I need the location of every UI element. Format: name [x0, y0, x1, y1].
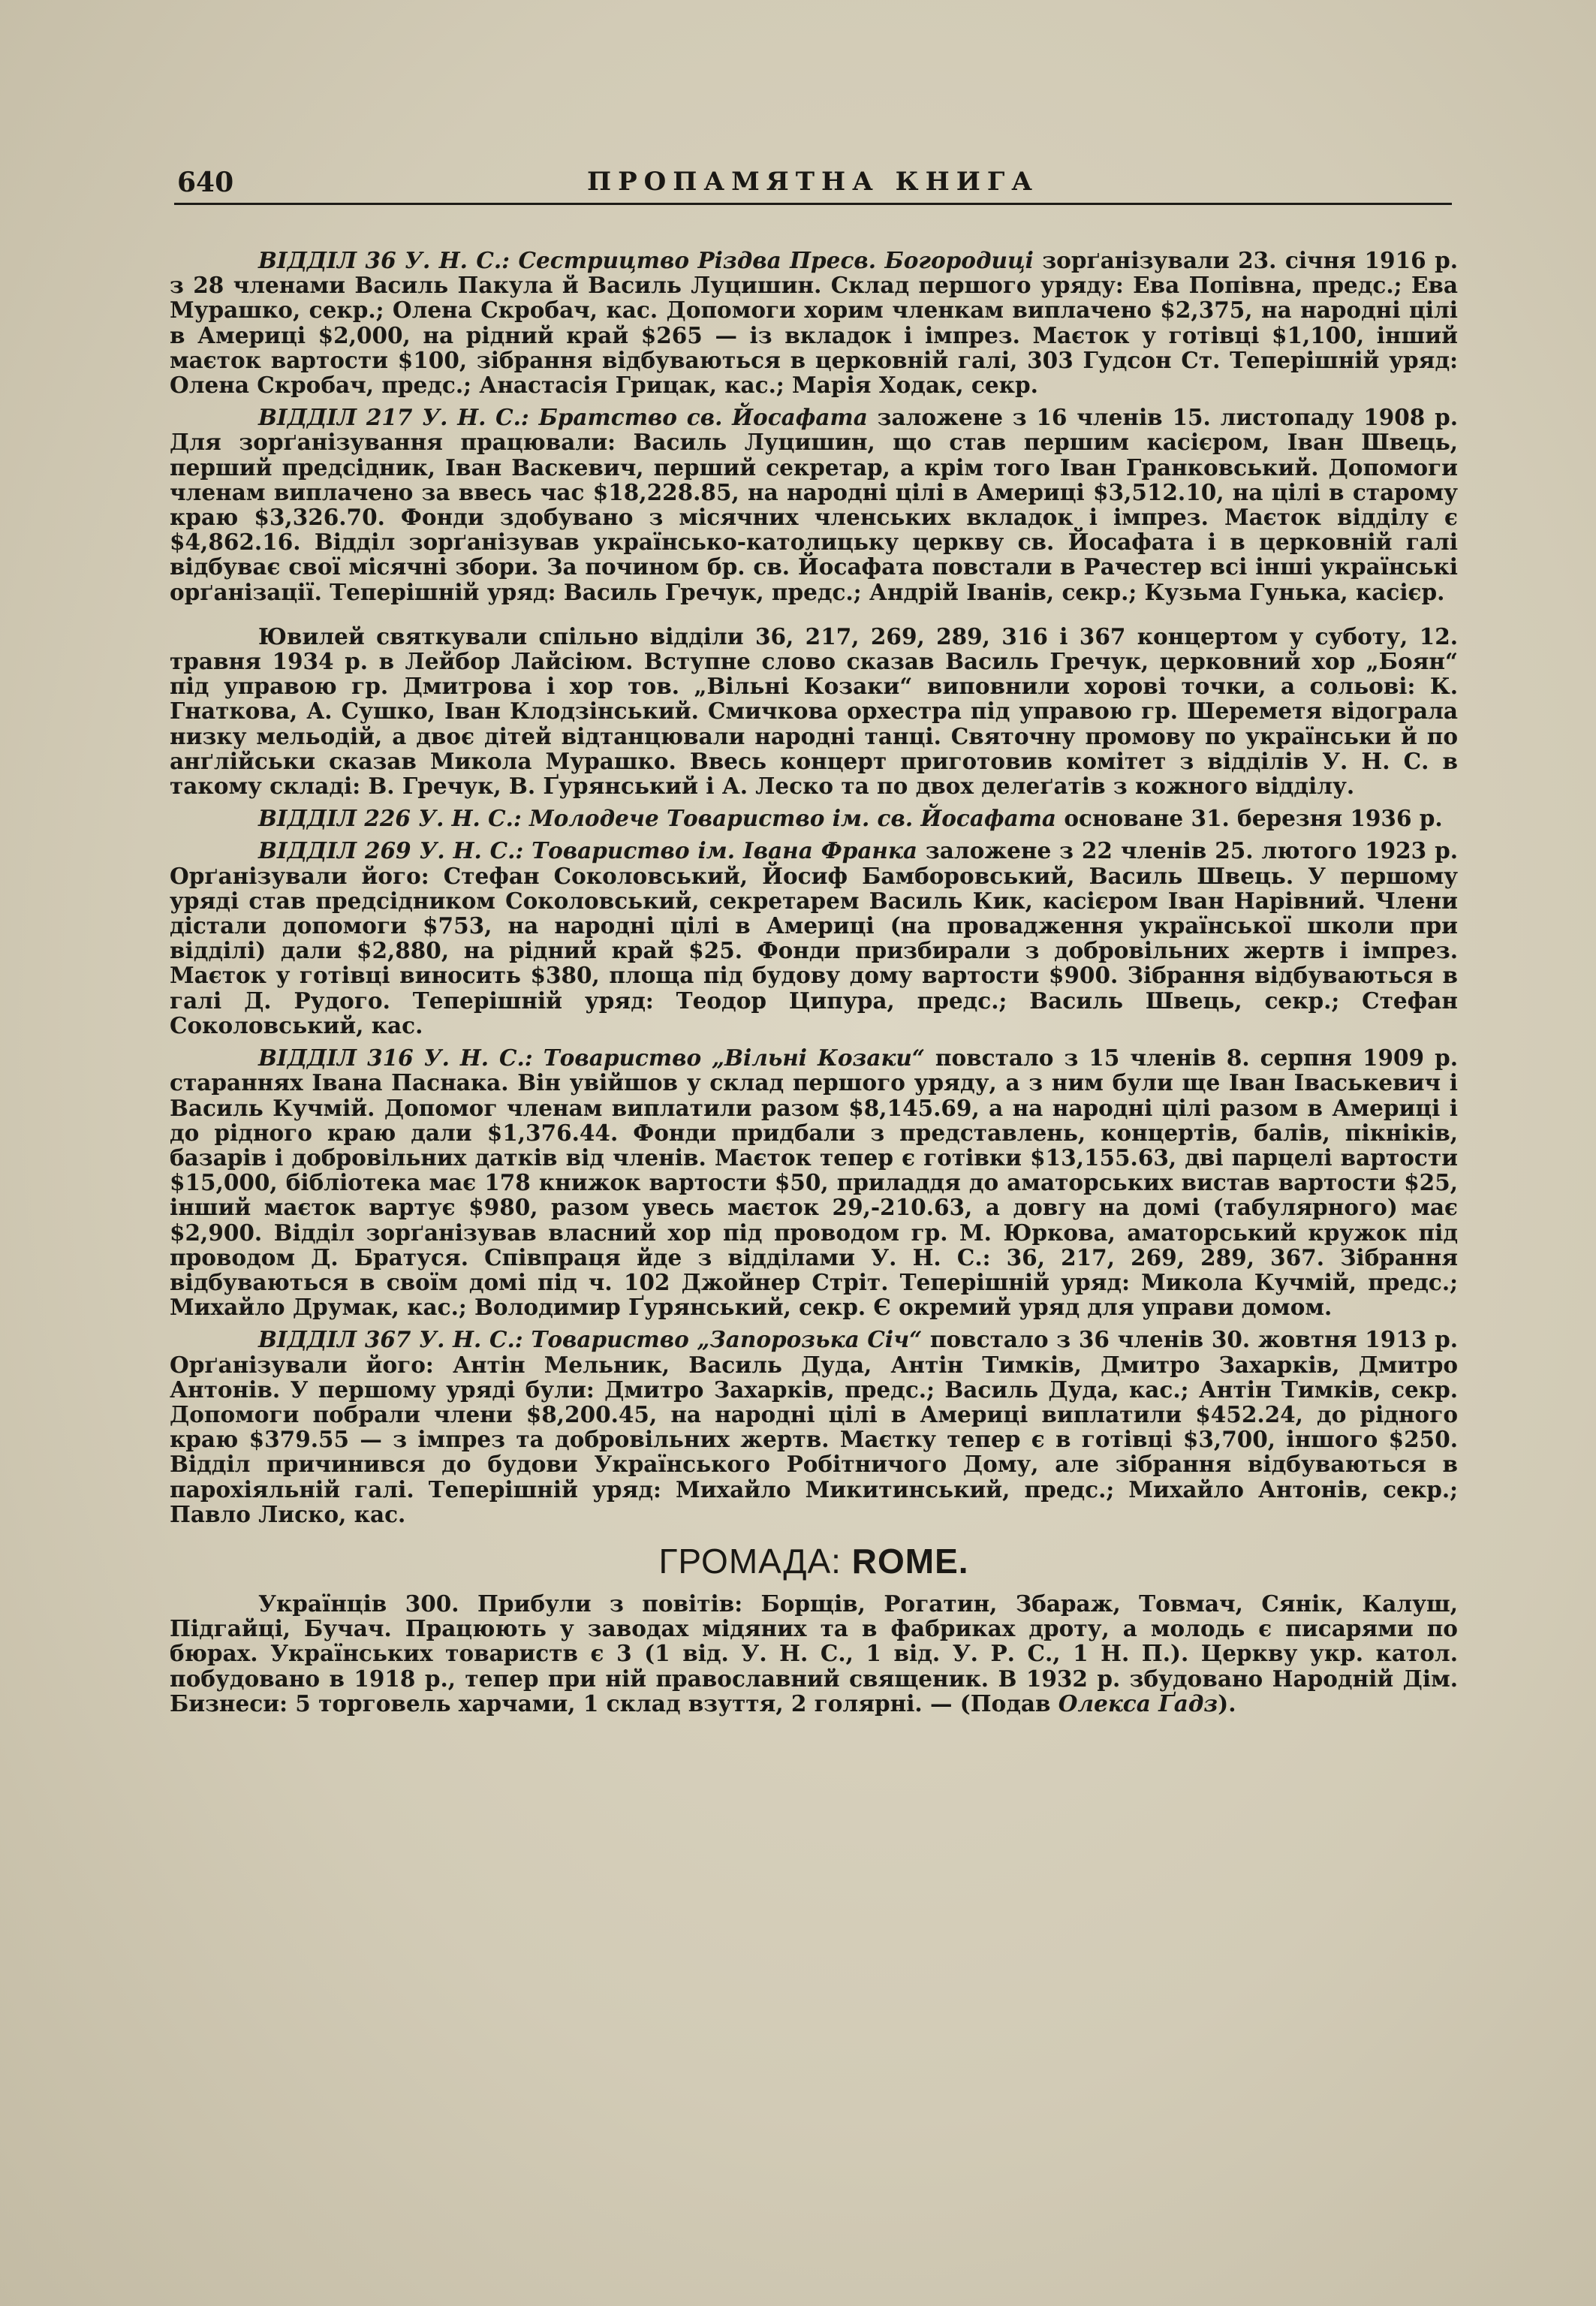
branch-heading: ВІДДІЛ 316 У. Н. С.: Товариство „Вільні Козаки“: [258, 1044, 925, 1072]
branch-heading: ВІДДІЛ 36 У. Н. С.: Сестрицтво Різдва Пресв. Богородиці: [258, 247, 1034, 273]
community-name: ROME.: [851, 1541, 969, 1581]
paragraph-text: Ювилей святкували спільно відділи 36, 217, 269, 289, 316 і 367 концертом у суботу, 12. травня 1934 р. в Лейбор Лайсіюм. Вступне слово сказав Василь Гречук, церковний хор „Боян“ під управою гр. Дмитрова і хор тов. „Вільні Козаки“ виповнили хорові точки, а сольові: К. Гнаткова, А. Сушко, Іван Клодзінський. Смичкова орхестра під управою гр. Шереметя відограла низку мельодій, а двоє дітей відтанцювали народні танці. Святочну промову по українськи й по анґлійськи сказав Микола Мурашко. Ввесь концерт приготовив комітет з відділів У. Н. С. в такому складі: В. Гречук, В. Ґурянський і А. Леско та по двох делеґатів з кожного відділу.: [170, 622, 1458, 800]
paragraph-branch-316: [170, 1045, 1458, 1319]
paragraph-text: Українців 300. Прибули з повітів: Борщів, Рогатин, Збараж, Товмач, Сянік, Калуш, Підгайці, Бучач. Працюють у заводах мідяних та в фабриках дроту, а молодь є писарями по бюрах. Українських товариств є 3 (1 від. У. Н. С., 1 від. У. Р. С., 1 Н. П.). Церкву укр. катол. побудовано в 1918 р., тепер при ній православний священик. В 1932 р. збудовано Народній Дім. Бизнеси: 5 торговель харчами, 1 склад взуття, 2 голярні. — (Подав: [170, 1590, 1458, 1717]
paragraph-text: заложене з 22 членів 25. лютого 1923 р. Орґанізували його: Стефан Соколовський, Йосиф Бамборовський, Василь Швець. У першому уряді став предсідником Соколовський, секретарем Василь Кик, касієром Іван Нарівний. Члени дістали допомоги $753, на народні цілі в Америці (на провадження української школи при відділі) дали $2,880, на рідний край $25. Фонди призбирали з добровільних жертв і імпрез. Маєток у готівці виносить $380, площа під будову дому вартости $900. Зібрання відбуваються в галі Д. Рудого. Теперішній уряд: Теодор Ципура, предс.; Василь Швець, секр.; Стефан Соколовський, кас.: [170, 837, 1458, 1038]
paragraph-jubilee: [170, 624, 1458, 798]
paragraph-branch-36: [170, 248, 1458, 397]
paragraph-text: основане 31. березня 1936 р.: [1056, 805, 1443, 832]
running-title: ПРОПАМЯТНА КНИГА: [586, 167, 1039, 197]
paragraph-text: повстало з 15 членів 8. серпня 1909 р. стараннях Івана Паснака. Він увійшов у склад першого уряду, а з ним були ще Іван Іваськевич і Василь Кучмій. Допомог членам виплатили разом $8,145.69, а на народні цілі разом в Америці і до рідного краю дали $1,376.44. Фонди придбали з представлень, концертів, балів, пікніків, базарів і добровільних датків від членів. Маєток тепер є готівки $13,155.63, дві парцелі вартости $15,000, бібліотека має 178 книжок вартости $50, приладдя до аматорських вистав вартости $25, інший маєток вартує $980, разом увесь маєток 29,-210.63, а довгу на домі (табулярного) має $2,900. Відділ зорґанізував власний хор під проводом гр. М. Юркова, аматорський кружок під проводом Д. Братуся. Співпраця йде з відділами У. Н. С.: 36, 217, 269, 289, 367. Зібрання відбуваються в своїм домі під ч. 102 Джойнер Стріт. Теперішній уряд: Микола Кучмій, предс.; Михайло Друмак, кас.; Володимир Ґурянський, секр. Є окремий уряд для управи домом.: [170, 1044, 1458, 1321]
community-heading: [170, 1540, 1458, 1582]
page-body: [170, 248, 1458, 1723]
author-signature: Олекса Ґадз: [1058, 1690, 1218, 1717]
branch-heading: ВІДДІЛ 217 У. Н. С.: Братство св. Йосафата: [258, 404, 868, 431]
page-number: 640: [177, 167, 234, 198]
paragraph-branch-367: [170, 1327, 1458, 1527]
paragraph-text: повстало з 36 членів 30. жовтня 1913 р. Орґанізували його: Антін Мельник, Василь Дуда, Антін Тимків, Дмитро Захарків, Дмитро Антонів. У першому уряді були: Дмитро Захарків, предс.; Василь Дуда, кас.; Антін Тимків, секр. Допомоги побрали члени $8,200.45, на народні цілі в Америці виплатили $452.24, до рідного краю $379.55 — з імпрез та добровільних жертв. Маєтку тепер є в готівці $3,700, іншого $250. Відділ причинився до будови Українського Робітничого Дому, але зібрання відбуваються в парохіяльній галі. Теперішній уряд: Михайло Микитинський, предс.; Михайло Антонів, секр.; Павло Лиско, кас.: [170, 1326, 1459, 1527]
paragraph-branch-226: [170, 806, 1458, 830]
page-header: [174, 164, 1452, 205]
branch-heading: ВІДДІЛ 226 У. Н. С.: Молодече Товариство ім. св. Йосафата: [258, 805, 1057, 832]
branch-heading: ВІДДІЛ 269 У. Н. С.: Товариство ім. Івана Франка: [258, 837, 918, 864]
community-heading-prefix: ГРОМАДА:: [658, 1541, 852, 1581]
paragraph-text: заложене з 16 членів 15. листопаду 1908 р. Для зорґанізування працювали: Василь Луцишин, що став першим касієром, Іван Швець, перший предсідник, Іван Васкевич, перший секретар, а крім того Іван Гранковський. Допомоги членам виплачено за ввесь час $18,228.85, на народні цілі в Америці $3,512.10, на цілі в старому краю $3,326.70. Фонди здобувано з місячних членських вкладок і імпрез. Маєток відділу є $4,862.16. Відділ зорґанізував українсько-католицьку церкву св. Йосафата і в церковній галі відбуває свої місячні збори. За почином бр. св. Йосафата повстали в Рачестер всі інші українські орґанізації. Теперішній уряд: Василь Гречук, предс.; Андрій Іванів, секр.; Кузьма Гунька, касієр.: [170, 404, 1458, 605]
branch-heading: ВІДДІЛ 367 У. Н. С.: Товариство „Запорозька Січ“: [258, 1326, 923, 1353]
paragraph-text: зорґанізували 23. січня 1916 р. з 28 членами Василь Пакула й Василь Луцишин. Склад першого уряду: Ева Попівна, предс.; Ева Мурашко, секр.; Олена Скробач, кас. Допомоги хорим членкам виплачено $2,375, на народні цілі в Америці $2,000, на рідний край $265 — із вкладок і імпрез. Маєток у готівці $1,100, інший маєток вартости $100, зібрання відбуваються в церковній галі, 303 Гудсон Ст. Теперішній уряд: Олена Скробач, предс.; Анастасія Грицак, кас.; Марія Ходак, секр.: [170, 247, 1459, 399]
paragraph-branch-217: [170, 405, 1458, 604]
paragraph-rome: [170, 1591, 1458, 1716]
paragraph-branch-269: [170, 838, 1458, 1038]
paragraph-end: ).: [1218, 1690, 1236, 1717]
